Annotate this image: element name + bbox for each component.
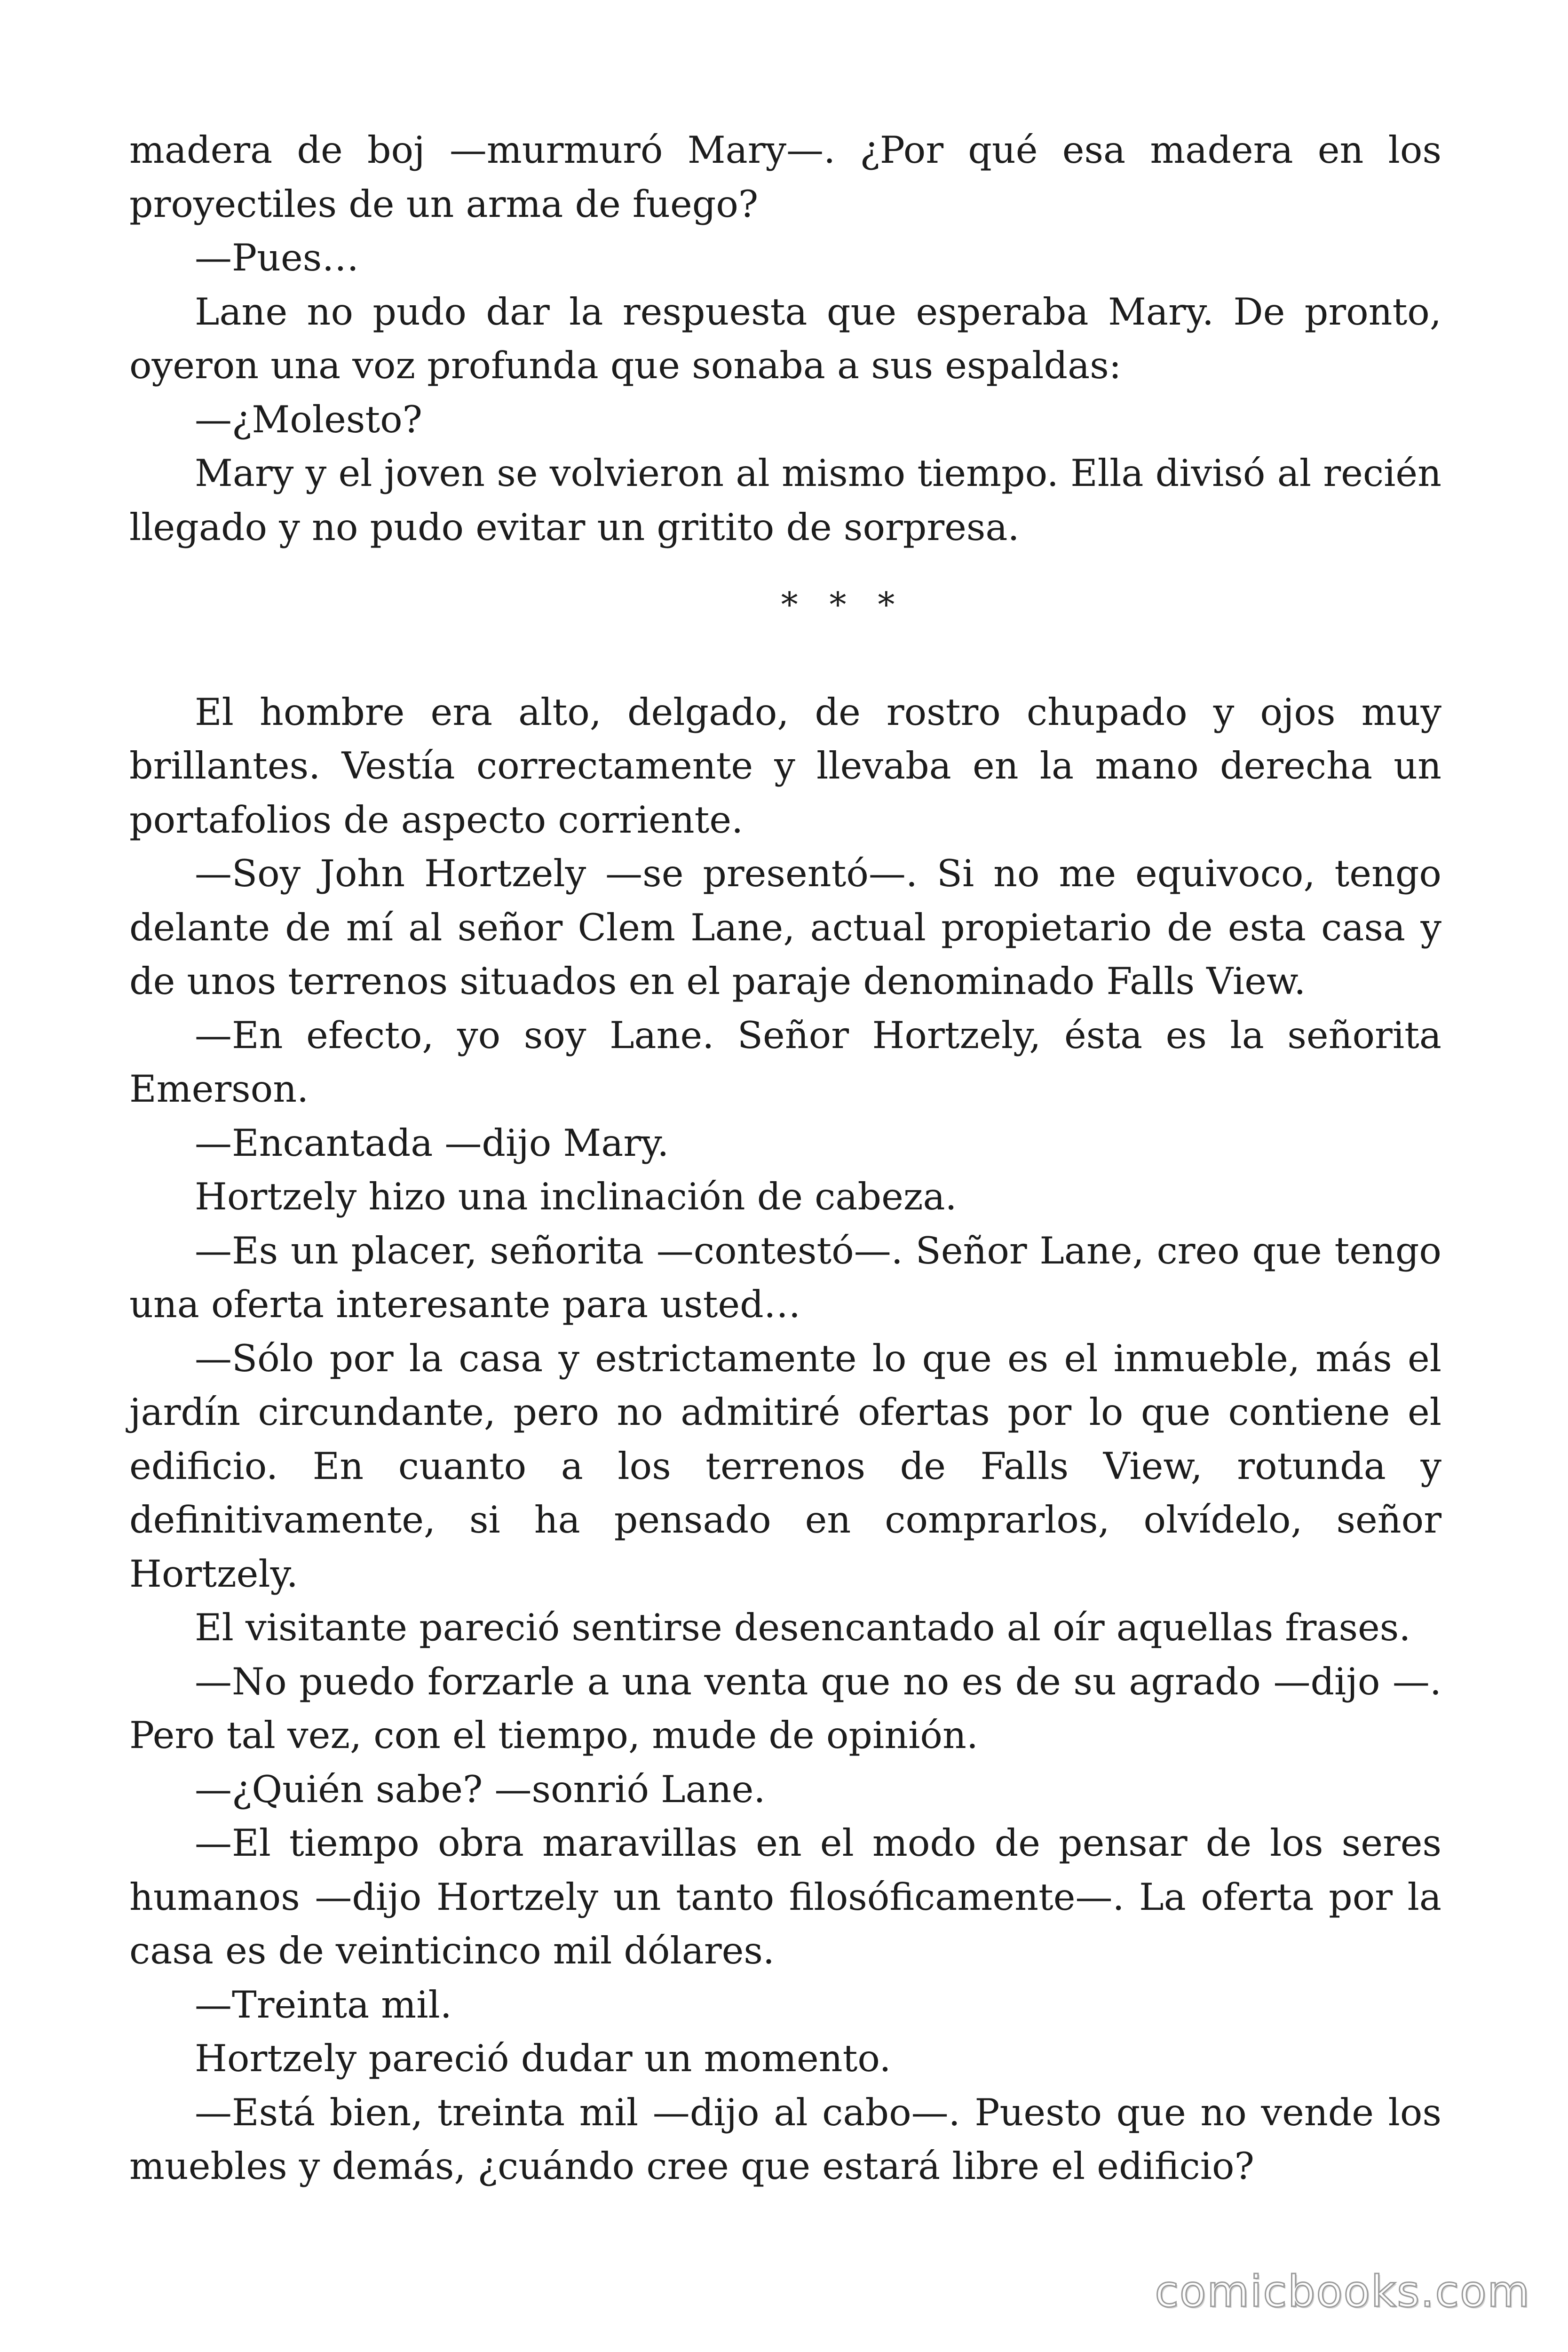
watermark: comicbooks.com [1155, 2266, 1530, 2317]
paragraph: —Encantada —dijo Mary. [195, 1121, 669, 1165]
paragraph: El hombre era alto, delgado, de rostro chupado y ojos muy brillantes. Vestía correctamente y llevaba en la mano derecha un portafolios de aspecto corriente. [129, 690, 1441, 842]
paragraph: —Sólo por la casa y estrictamente lo que es el inmueble, más el jardín circundante, pero no admitiré ofertas por lo que contiene el edificio. En cuanto a los terrenos de Falls View, rotunda y definitivamente, si ha pensado en comprarlos, olvídelo, señor Hortzely. [129, 1336, 1441, 1596]
page-body [129, 123, 1441, 2193]
paragraph: Hortzely pareció dudar un momento. [195, 2037, 891, 2080]
paragraph: —No puedo forzarle a una venta que no es de su agrado —dijo —. Pero tal vez, con el tiempo, mude de opinión. [129, 1660, 1441, 1757]
paragraph: —Está bien, treinta mil —dijo al cabo—. Puesto que no vende los muebles y demás, ¿cuándo cree que estará libre el edificio? [129, 2090, 1441, 2188]
paragraph: —Treinta mil. [195, 1983, 452, 2026]
paragraph: —¿Molesto? [195, 397, 423, 441]
paragraph: —Pues… [195, 236, 359, 279]
paragraph: El visitante pareció sentirse desencantado al oír aquellas frases. [195, 1606, 1411, 1649]
paragraph: —Soy John Hortzely —se presentó—. Si no me equivoco, tengo delante de mí al señor Clem Lane, actual propietario de esta casa y de unos terrenos situados en el paraje denominado Falls View. [129, 852, 1441, 1003]
paragraph: Hortzely hizo una inclinación de cabeza. [195, 1175, 957, 1218]
scene-break: * * * [781, 585, 905, 624]
text-block-after [129, 685, 1441, 2193]
paragraph: —El tiempo obra maravillas en el modo de pensar de los seres humanos —dijo Hortzely un tanto filosóficamente—. La oferta por la casa es de veinticinco mil dólares. [129, 1821, 1441, 1972]
paragraph: Lane no pudo dar la respuesta que esperaba Mary. De pronto, oyeron una voz profunda que sonaba a sus espaldas: [129, 290, 1441, 387]
paragraph: Mary y el joven se volvieron al mismo tiempo. Ella divisó al recién llegado y no pudo evitar un gritito de sorpresa. [129, 452, 1441, 549]
paragraph: —Es un placer, señorita —contestó—. Señor Lane, creo que tengo una oferta interesante para usted… [129, 1229, 1441, 1326]
paragraph: madera de boj —murmuró Mary—. ¿Por qué esa madera en los proyectiles de un arma de fuego? [129, 128, 1441, 226]
paragraph: —¿Quién sabe? —sonrió Lane. [195, 1767, 766, 1811]
paragraph: —En efecto, yo soy Lane. Señor Hortzely, ésta es la señorita Emerson. [129, 1013, 1441, 1111]
text-block-before [129, 123, 1441, 554]
